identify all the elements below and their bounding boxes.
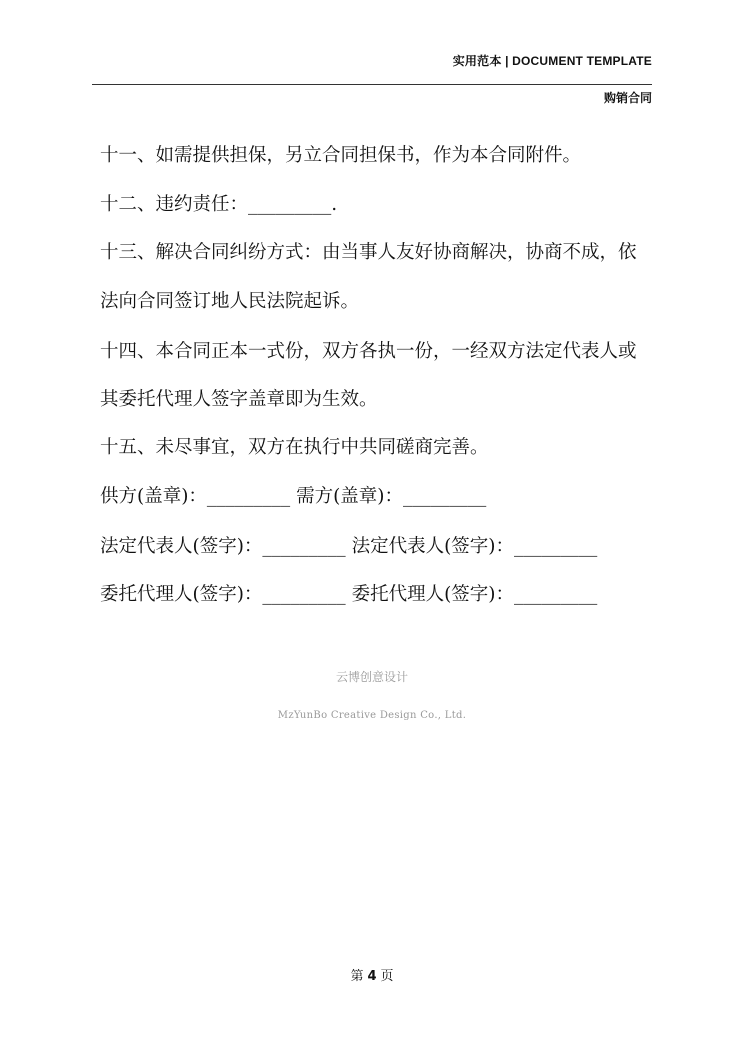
clause-13-line-2: 法向合同签订地人民法院起诉。 xyxy=(100,291,360,312)
page-number-value: 4 xyxy=(367,969,377,984)
signature-agent-line: 委托代理人(签字)：_________ 委托代理人(签字)：_________ xyxy=(100,584,598,605)
page-suffix: 页 xyxy=(380,969,394,984)
clause-15: 十五、未尽事宜，双方在执行中共同磋商完善。 xyxy=(100,437,489,458)
clause-14-line-1: 十四、本合同正本一式份，双方各执一份，一经双方法定代表人或 xyxy=(100,341,637,362)
page-prefix: 第 xyxy=(350,969,364,984)
signature-legal-rep-line: 法定代表人(签字)：_________ 法定代表人(签字)：_________ xyxy=(100,536,598,557)
clause-11: 十一、如需提供担保，另立合同担保书，作为本合同附件。 xyxy=(100,145,582,166)
header-label: 实用范本 | DOCUMENT TEMPLATE xyxy=(452,54,652,68)
footer-company-en: MzYunBo Creative Design Co., Ltd. xyxy=(277,710,467,721)
header-divider xyxy=(92,84,652,85)
clause-13-line-1: 十三、解决合同纠纷方式：由当事人友好协商解决，协商不成，依 xyxy=(100,242,637,263)
footer-company-cn: 云博创意设计 xyxy=(335,670,408,684)
clause-12: 十二、违约责任：_________. xyxy=(100,194,338,215)
signature-seal-line: 供方(盖章)：_________ 需方(盖章)：_________ xyxy=(100,486,487,507)
header-subtitle: 购销合同 xyxy=(603,91,652,105)
page-number xyxy=(0,965,744,984)
clause-14-line-2: 其委托代理人签字盖章即为生效。 xyxy=(100,389,378,410)
